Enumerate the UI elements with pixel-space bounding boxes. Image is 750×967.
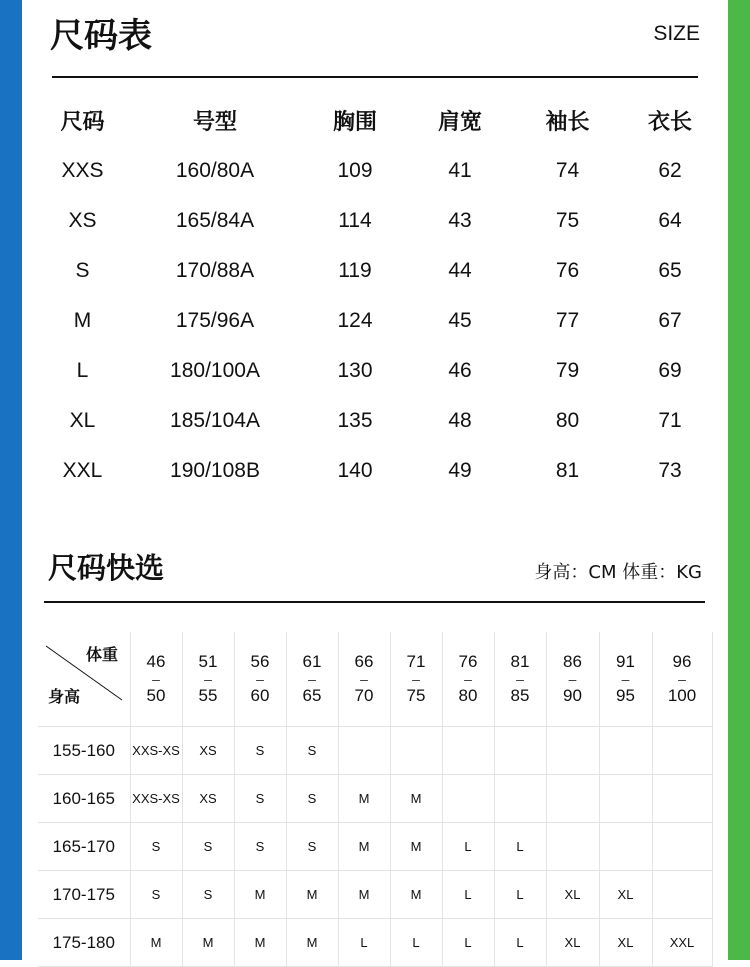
height-range-cell: 155-160 (38, 727, 130, 775)
recommended-size-cell (652, 871, 712, 919)
quick-select-row (38, 775, 712, 823)
range-separator: – (568, 671, 577, 687)
recommended-size-cell: M (338, 871, 390, 919)
recommended-size-cell (652, 775, 712, 823)
size-chart-cell: 109 (337, 159, 373, 182)
size-chart-cell: XL (69, 409, 96, 432)
weight-range-to: 75 (406, 686, 426, 705)
weight-range-from: 76 (458, 652, 478, 671)
size-chart-row (40, 196, 720, 246)
recommended-size-cell (599, 775, 652, 823)
recommended-size-cell: XL (546, 919, 599, 967)
height-range-cell: 175-180 (38, 919, 130, 967)
corner-weight-label: 体重 (85, 647, 118, 664)
recommended-size-cell (599, 727, 652, 775)
weight-range-from: 86 (563, 652, 582, 671)
recommended-size-cell: S (182, 871, 234, 919)
weight-range-to: 90 (563, 686, 582, 705)
weight-range-cell (390, 632, 442, 727)
size-chart-cell: 135 (337, 409, 373, 432)
height-range-cell: 165-170 (38, 823, 130, 871)
size-chart-cell: 75 (555, 209, 580, 232)
weight-range-from: 96 (672, 652, 692, 671)
weight-range-to: 65 (302, 686, 322, 705)
recommended-size-cell (442, 727, 494, 775)
quick-select-row (38, 871, 712, 919)
recommended-size-cell: S (234, 775, 286, 823)
size-chart-cell: 190/108B (170, 459, 260, 482)
size-chart-cell: 73 (658, 459, 682, 482)
recommended-size-cell: S (286, 727, 338, 775)
range-separator: – (678, 671, 686, 687)
recommended-size-cell: XXL (652, 919, 712, 967)
recommended-size-cell (494, 727, 546, 775)
quick-select-table (38, 632, 713, 967)
size-chart-cell: 44 (448, 259, 472, 282)
recommended-size-cell: M (234, 871, 286, 919)
size-chart-cell: 46 (448, 359, 472, 382)
recommended-size-cell (390, 727, 442, 775)
size-chart-row (40, 346, 720, 396)
size-chart-cell: 180/100A (170, 359, 260, 382)
recommended-size-cell: XXS-XS (130, 727, 182, 775)
size-chart-row (40, 246, 720, 296)
recommended-size-cell: M (338, 775, 390, 823)
recommended-size-cell: M (390, 823, 442, 871)
recommended-size-cell: M (130, 919, 182, 967)
size-chart-cell: 69 (658, 359, 682, 382)
recommended-size-cell: XL (599, 919, 652, 967)
size-chart-header-cell: 衣长 (647, 109, 692, 135)
weight-range-cell (286, 632, 338, 727)
range-separator: – (204, 671, 212, 687)
recommended-size-cell: M (286, 919, 338, 967)
size-chart-cell: 119 (338, 259, 372, 282)
weight-range-to: 95 (616, 686, 635, 705)
recommended-size-cell: S (234, 823, 286, 871)
size-chart-row (40, 296, 720, 346)
weight-range-cell (494, 632, 546, 727)
range-separator: – (464, 671, 472, 687)
weight-range-from: 71 (406, 652, 426, 671)
recommended-size-cell: XS (182, 775, 234, 823)
size-chart-cell: 124 (337, 309, 373, 332)
recommended-size-cell: S (234, 727, 286, 775)
size-chart-cell: S (75, 259, 90, 282)
size-chart-cell: 79 (555, 359, 580, 382)
size-chart-cell: 170/88A (175, 259, 255, 282)
size-chart-cell: 140 (337, 459, 373, 482)
size-chart-cell: 71 (658, 409, 682, 432)
size-chart-cell: 43 (448, 209, 472, 232)
size-chart-cell: 77 (555, 309, 580, 332)
range-separator: – (621, 671, 630, 687)
recommended-size-cell (546, 727, 599, 775)
quick-select-header-row (38, 632, 712, 727)
size-chart-header-cell: 袖长 (545, 109, 590, 135)
range-separator: – (360, 671, 368, 687)
range-separator: – (152, 671, 160, 687)
recommended-size-cell: L (390, 919, 442, 967)
weight-range-from: 81 (510, 652, 530, 671)
weight-range-cell (599, 632, 652, 727)
size-chart-row (40, 146, 720, 196)
size-chart-cell: 45 (448, 309, 472, 332)
size-chart-divider (52, 76, 698, 78)
size-chart-title: 尺码表 (50, 16, 152, 56)
weight-range-cell (338, 632, 390, 727)
size-chart-row (40, 396, 720, 446)
recommended-size-cell: L (442, 871, 494, 919)
weight-range-to: 100 (667, 686, 697, 705)
size-chart-cell: XS (68, 209, 97, 232)
recommended-size-cell: XL (546, 871, 599, 919)
size-chart-header-cell: 号型 (192, 109, 237, 135)
recommended-size-cell (442, 775, 494, 823)
quick-select-row (38, 727, 712, 775)
size-chart-cell: 49 (448, 459, 472, 482)
size-chart-cell: 48 (448, 409, 472, 432)
recommended-size-cell: S (286, 823, 338, 871)
weight-range-from: 61 (302, 652, 322, 671)
size-chart-cell: 76 (555, 259, 580, 282)
size-chart-row (40, 446, 720, 496)
left-color-bar (0, 0, 22, 960)
corner-cell (38, 632, 130, 727)
size-chart-cell: 175/96A (175, 309, 255, 332)
size-chart-header-row (40, 94, 720, 146)
weight-range-to: 50 (146, 686, 166, 705)
recommended-size-cell: XXS-XS (130, 775, 182, 823)
weight-range-cell (130, 632, 182, 727)
range-separator: – (308, 671, 316, 687)
quick-select-row (38, 823, 712, 871)
recommended-size-cell: L (442, 919, 494, 967)
weight-range-from: 66 (354, 652, 374, 671)
recommended-size-cell: L (494, 919, 546, 967)
size-chart-table (40, 94, 720, 496)
recommended-size-cell: S (130, 871, 182, 919)
height-range-cell: 160-165 (38, 775, 130, 823)
weight-range-from: 56 (250, 652, 270, 671)
size-chart-cell: XXL (62, 459, 103, 482)
recommended-size-cell (546, 775, 599, 823)
recommended-size-cell: XL (599, 871, 652, 919)
size-chart-cell: 80 (555, 409, 580, 432)
recommended-size-cell (652, 823, 712, 871)
corner-height-label: 身高 (48, 689, 81, 706)
size-chart-cell: 81 (555, 459, 580, 482)
recommended-size-cell: M (390, 775, 442, 823)
weight-range-cell (652, 632, 712, 727)
quick-select-row (38, 919, 712, 967)
recommended-size-cell (652, 727, 712, 775)
recommended-size-cell (338, 727, 390, 775)
size-chart-cell: 160/80A (175, 159, 255, 182)
size-chart-header-cell: 尺码 (60, 109, 105, 135)
quick-select-divider (44, 601, 705, 603)
recommended-size-cell: L (494, 871, 546, 919)
recommended-size-cell (599, 823, 652, 871)
recommended-size-cell: M (338, 823, 390, 871)
weight-range-from: 46 (146, 652, 166, 671)
size-chart-cell: 165/84A (175, 209, 255, 232)
size-chart-cell: 65 (658, 259, 682, 282)
recommended-size-cell (546, 823, 599, 871)
size-label: SIZE (653, 22, 700, 45)
size-chart-cell: 74 (555, 159, 580, 182)
weight-range-to: 60 (250, 686, 270, 705)
quick-select-units: 身高：CM 体重：KG (534, 562, 702, 583)
range-separator: – (516, 671, 524, 687)
recommended-size-cell (494, 775, 546, 823)
weight-range-to: 80 (458, 686, 478, 705)
recommended-size-cell: M (390, 871, 442, 919)
recommended-size-cell: L (442, 823, 494, 871)
size-chart-cell: 41 (448, 159, 472, 182)
weight-range-cell (182, 632, 234, 727)
size-chart-cell: 62 (658, 159, 682, 182)
range-separator: – (412, 671, 420, 687)
weight-range-from: 51 (198, 652, 218, 671)
recommended-size-cell: XS (182, 727, 234, 775)
recommended-size-cell: S (182, 823, 234, 871)
size-chart-header-cell: 胸围 (332, 109, 377, 135)
size-chart-header-cell: 肩宽 (437, 109, 482, 135)
weight-range-to: 55 (198, 686, 218, 705)
right-color-bar (728, 0, 750, 960)
height-range-cell: 170-175 (38, 871, 130, 919)
weight-range-to: 70 (354, 686, 374, 705)
size-chart-body (40, 146, 720, 496)
size-chart-cell: 67 (658, 309, 682, 332)
size-chart-cell: M (73, 309, 92, 332)
range-separator: – (256, 671, 264, 687)
recommended-size-cell: L (338, 919, 390, 967)
weight-range-to: 85 (510, 686, 530, 705)
recommended-size-cell: S (130, 823, 182, 871)
size-chart-cell: XXS (61, 159, 104, 182)
recommended-size-cell: S (286, 775, 338, 823)
weight-range-cell (546, 632, 599, 727)
weight-range-cell (234, 632, 286, 727)
size-chart-cell: 64 (658, 209, 682, 232)
size-chart-cell: 185/104A (170, 409, 260, 432)
size-chart-cell: 130 (337, 359, 373, 382)
quick-select-title: 尺码快选 (48, 551, 165, 585)
size-chart-cell: 114 (338, 209, 372, 232)
recommended-size-cell: M (182, 919, 234, 967)
weight-range-cell (442, 632, 494, 727)
size-chart-cell: L (76, 359, 89, 382)
recommended-size-cell: M (286, 871, 338, 919)
recommended-size-cell: M (234, 919, 286, 967)
recommended-size-cell: L (494, 823, 546, 871)
weight-range-from: 91 (616, 652, 635, 671)
